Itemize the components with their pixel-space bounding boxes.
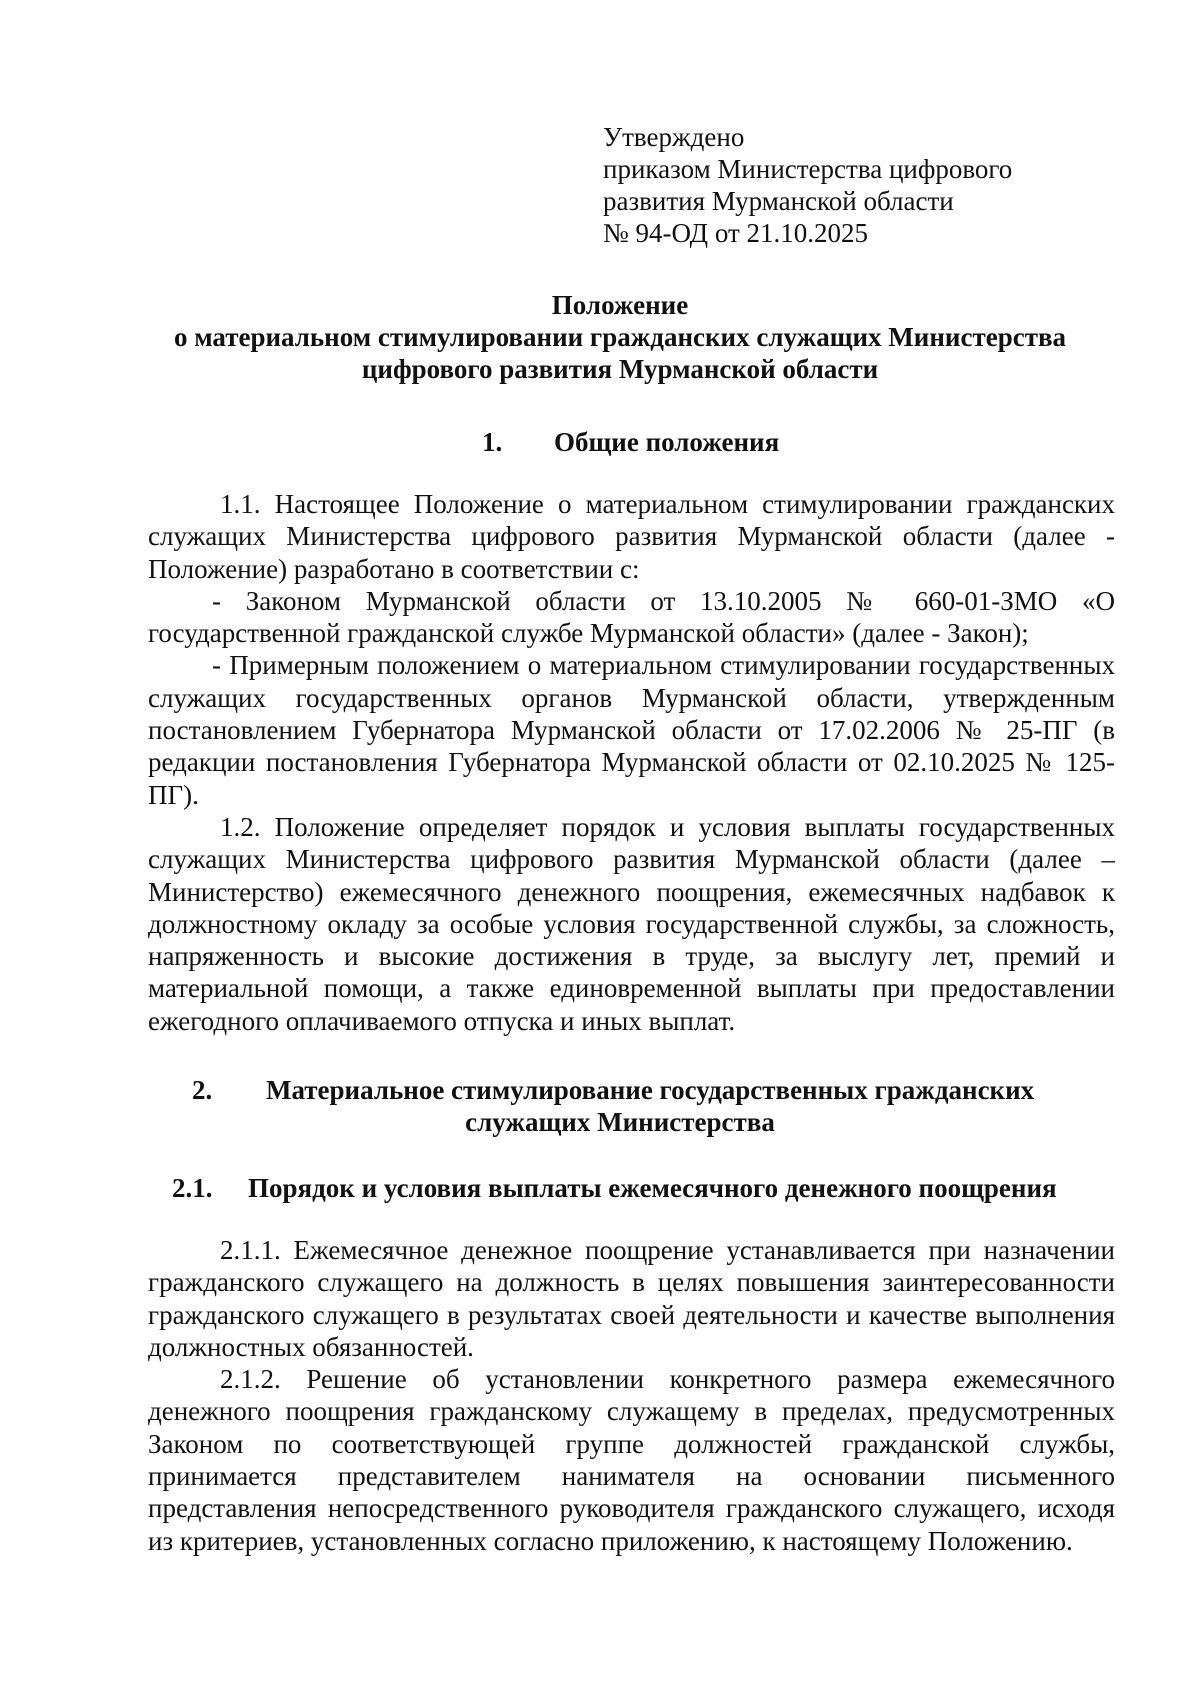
section-1-number: 1. — [482, 427, 503, 457]
approval-stamp — [603, 121, 1012, 249]
title-line: о материальном стимулировании гражданских служащих Министерства — [173, 322, 1067, 352]
paragraph-1-1-item-law: - Законом Мурманской области от 13.10.2005 № 660-01-ЗМО «О государственной гражданской службе Мурманской области» (далее - Закон); — [148, 585, 1115, 649]
approval-line: № 94-ОД от 21.10.2025 — [603, 218, 869, 248]
paragraph-1-2: 1.2. Положение определяет порядок и условия выплаты государственных служащих Министерства цифрового развития Мурманской области (далее – Министерство) ежемесячного денежного поощрения, ежемесячных надбавок к должностному окладу за особые условия государственной службы, за сложность, напряженность и высокие достижения в труде, за выслугу лет, премий и материальной помощи, а также единовременной выплаты при предоставлении ежегодного оплачиваемого отпуска и иных выплат. — [148, 811, 1115, 1036]
paragraph-1-1: 1.1. Настоящее Положение о материальном стимулировании гражданских служащих Министерства цифрового развития Мурманской области (далее - Положение) разработано в соответствии с: — [148, 489, 1115, 584]
section-2-1-number: 2.1. — [172, 1173, 213, 1203]
section-1-heading: Общие положения — [554, 427, 780, 457]
section-2-heading-line1: Материальное стимулирование государственных гражданских — [266, 1075, 1035, 1105]
paragraph-2-1-2: 2.1.2. Решение об установлении конкретного размера ежемесячного денежного поощрения гражданскому служащему в пределах, предусмотренных Законом по соответствующей группе должностей гражданской службы, принимается представителем нанимателя на основании письменного представления непосредственного руководителя гражданского служащего, исходя из критериев, установленных согласно приложению, к настоящему Положению. — [148, 1364, 1115, 1556]
section-2-1-body — [148, 1234, 1115, 1557]
section-1-body — [148, 488, 1115, 1037]
title-line: Положение — [551, 290, 689, 320]
title-line: цифрового развития Мурманской области — [361, 354, 879, 384]
section-2-heading-line2: служащих Министерства — [465, 1107, 775, 1137]
section-2-number: 2. — [192, 1075, 213, 1105]
approval-line: Утверждено — [603, 122, 745, 152]
approval-line: приказом Министерства цифрового — [603, 154, 1013, 184]
approval-line: развития Мурманской области — [603, 186, 954, 216]
section-2-1-heading: Порядок и условия выплаты ежемесячного денежного поощрения — [248, 1173, 1057, 1203]
document-title — [150, 289, 1090, 385]
paragraph-2-1-1: 2.1.1. Ежемесячное денежное поощрение устанавливается при назначении гражданского служащего на должность в целях повышения заинтересованности гражданского служащего в результатах своей деятельности и качестве выполнения должностных обязанностей. — [148, 1235, 1115, 1362]
paragraph-1-1-item-regulation: - Примерным положением о материальном стимулировании государственных служащих государственных органов Мурманской области, утвержденным постановлением Губернатора Мурманской области от 17.02.2006 № 25-ПГ (в редакции постановления Губернатора Мурманской области от 02.10.2025 № 125-ПГ). — [148, 650, 1115, 810]
